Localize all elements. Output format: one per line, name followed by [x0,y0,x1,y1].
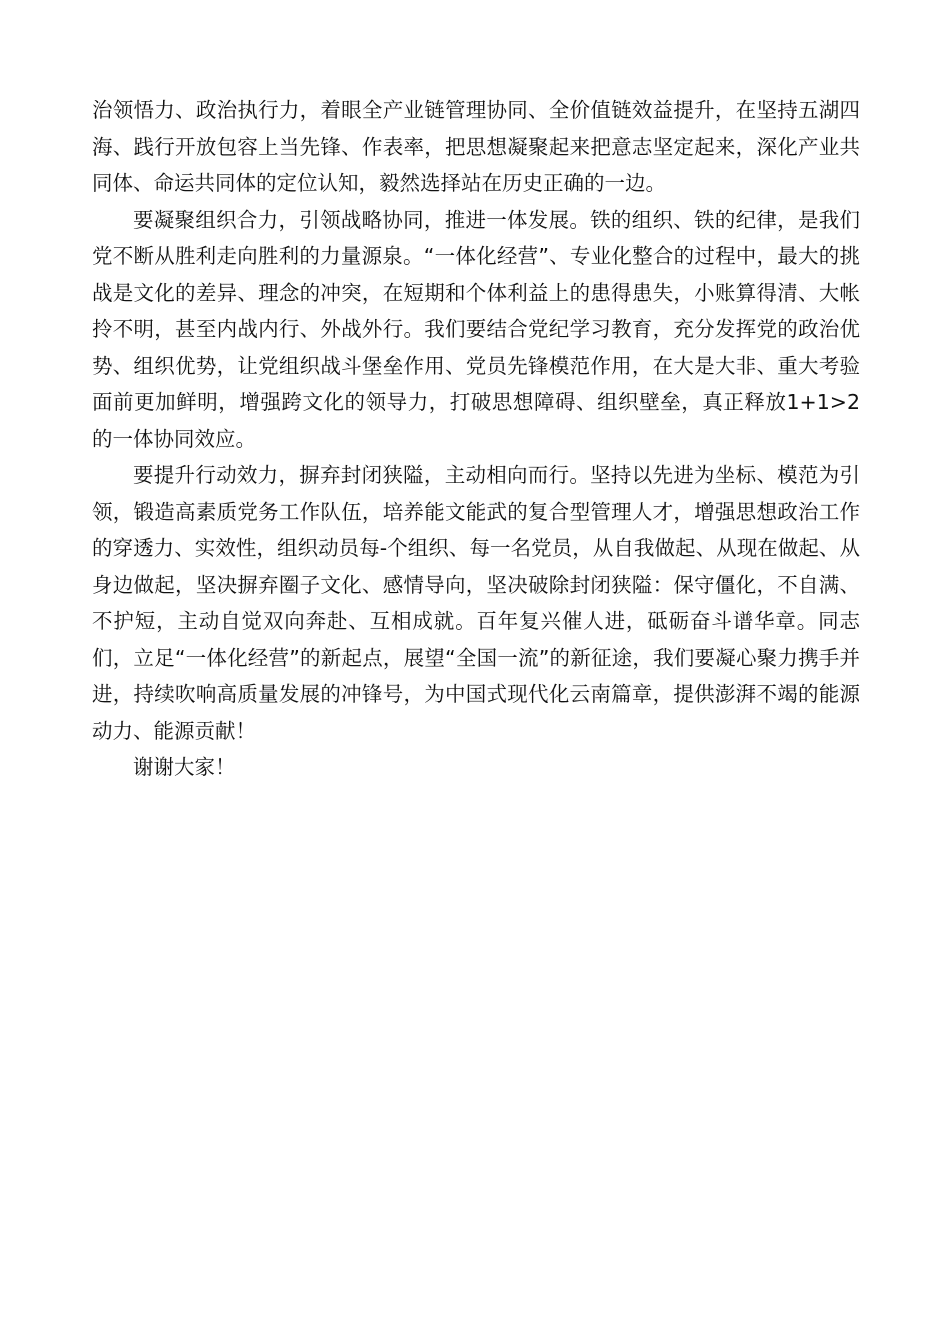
document-page [92,92,860,786]
paragraph-action: 要提升行动效力，摒弃封闭狭隘，主动相向而行。坚持以先进为坐标、模范为引领，锻造高素质党务工作队伍，培养能文能武的复合型管理人才，增强思想政治工作的穿透力、实效性，组织动员每-个组织、每一名党员，从自我做起、从现在做起、从身边做起，坚决摒弃圈子文化、感情导向，坚决破除封闭狭隘：保守僵化，不自满、不护短，主动自觉双向奔赴、互相成就。百年复兴催人进，砥砺奋斗谱华章。同志们，立足“一体化经营”的新起点，展望“全国一流”的新征途，我们要凝心聚力携手并进，持续吹响高质量发展的冲锋号，为中国式现代化云南篇章，提供澎湃不竭的能源动力、能源贡献！ [92,463,860,743]
paragraph-closing: 谢谢大家！ [133,755,236,779]
paragraph-organization: 要凝聚组织合力，引领战略协同，推进一体发展。铁的组织、铁的纪律，是我们党不断从胜利走向胜利的力量源泉。“一体化经营”、专业化整合的过程中，最大的挑战是文化的差异、理念的冲突，在短期和个体利益上的患得患失，小账算得清、大帐拎不明，甚至内战内行、外战外行。我们要结合党纪学习教育，充分发挥党的政治优势、组织优势，让党组织战斗堡垒作用、党员先锋模范作用，在大是大非、重大考验面前更加鲜明，增强跨文化的领导力，打破思想障碍、组织壁垒，真正释放1+1>2的一体协同效应。 [92,207,860,451]
paragraph-continuation: 治领悟力、政治执行力，着眼全产业链管理协同、全价值链效益提升，在坚持五湖四海、践行开放包容上当先锋、作表率，把思想凝聚起来把意志坚定起来，深化产业共同体、命运共同体的定位认知，毅然选择站在历史正确的一边。 [92,98,860,195]
